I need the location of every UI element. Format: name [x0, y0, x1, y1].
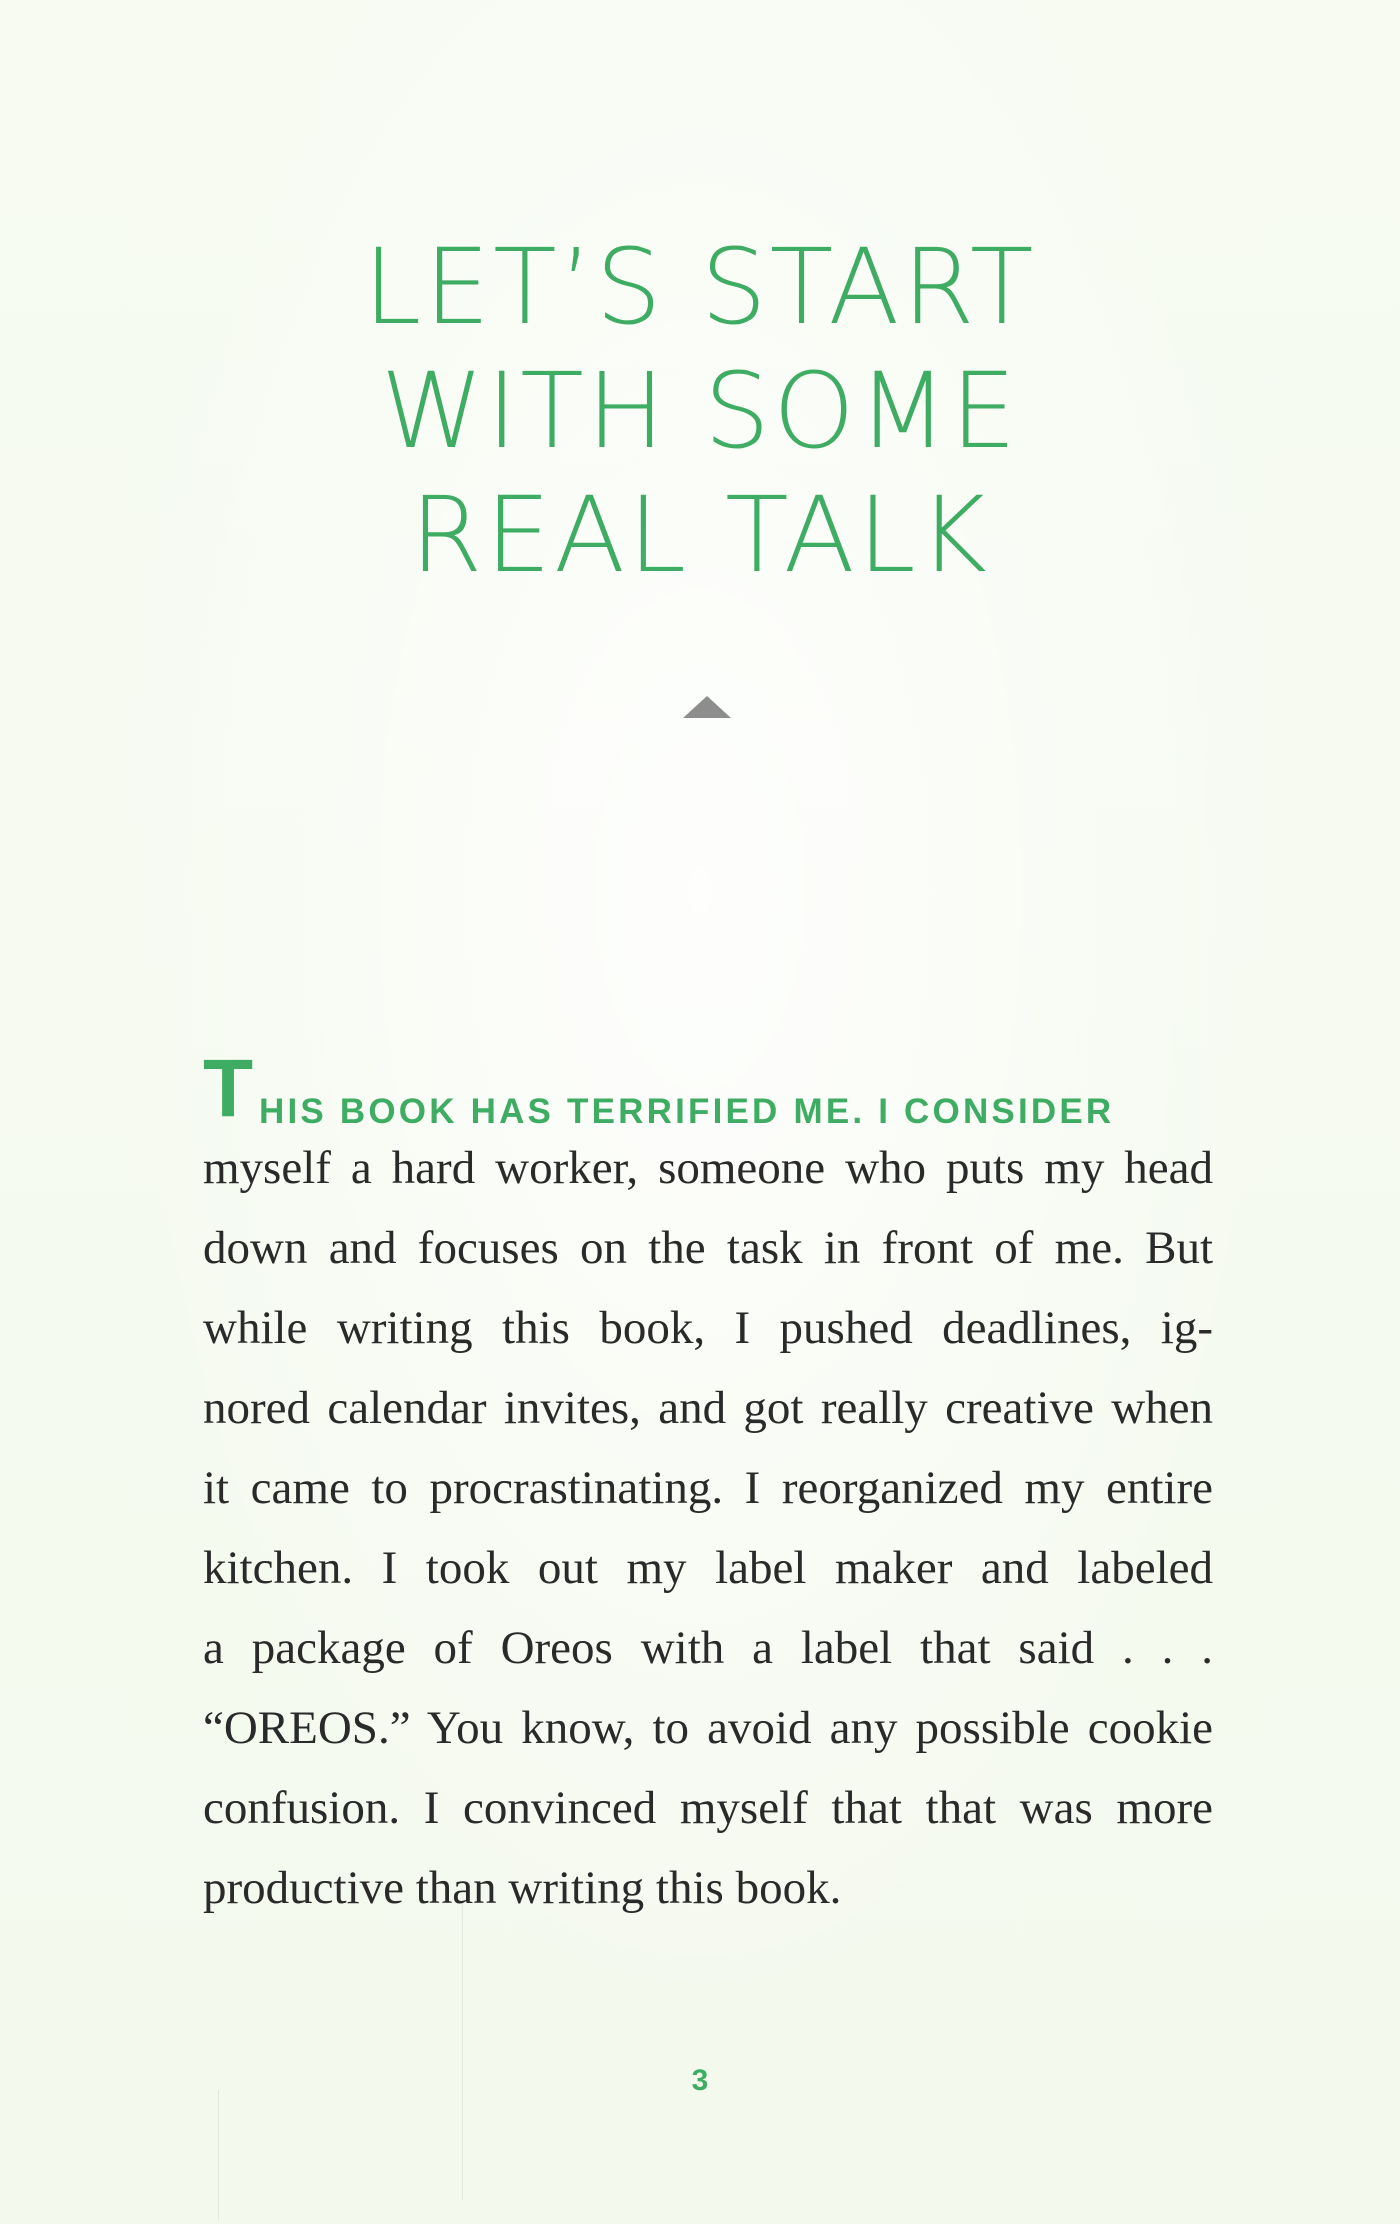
- scan-artifact: [218, 2090, 219, 2220]
- paragraph-line: kitchen. I took out my label maker and labeled: [203, 1542, 1213, 1594]
- lead-in-small-caps: HIS BOOK HAS TERRIFIED ME. I CONSIDER: [259, 1092, 1115, 1131]
- paragraph-line: while writing this book, I pushed deadlines, ig-: [203, 1302, 1213, 1354]
- paragraph-line: “OREOS.” You know, to avoid any possible cookie: [203, 1702, 1213, 1754]
- chapter-title: [0, 225, 1400, 597]
- paragraph-line: it came to procrastinating. I reorganized my entire: [203, 1462, 1213, 1514]
- chapter-title-line: LET’S START: [363, 226, 1037, 348]
- chapter-title-line: WITH SOME: [380, 350, 1020, 472]
- chapter-title-line: REAL TALK: [410, 474, 990, 596]
- chapter-opening-paragraph: [203, 1043, 1213, 1928]
- scan-artifact: [462, 1900, 463, 2200]
- paragraph-line: nored calendar invites, and got really creative when: [203, 1382, 1213, 1434]
- paragraph-line: confusion. I convinced myself that that was more: [203, 1782, 1213, 1834]
- triangle-ornament-icon: [683, 696, 731, 718]
- paragraph-line: myself a hard worker, someone who puts my head: [203, 1142, 1213, 1194]
- lead-in-line: [203, 1043, 1213, 1134]
- paragraph-line: down and focuses on the task in front of me. But: [203, 1222, 1213, 1274]
- page-number: 3: [691, 2064, 709, 2097]
- paragraph-line: a package of Oreos with a label that said . . .: [203, 1622, 1213, 1674]
- paragraph-line: productive than writing this book.: [203, 1862, 842, 1914]
- drop-cap: T: [203, 1043, 254, 1134]
